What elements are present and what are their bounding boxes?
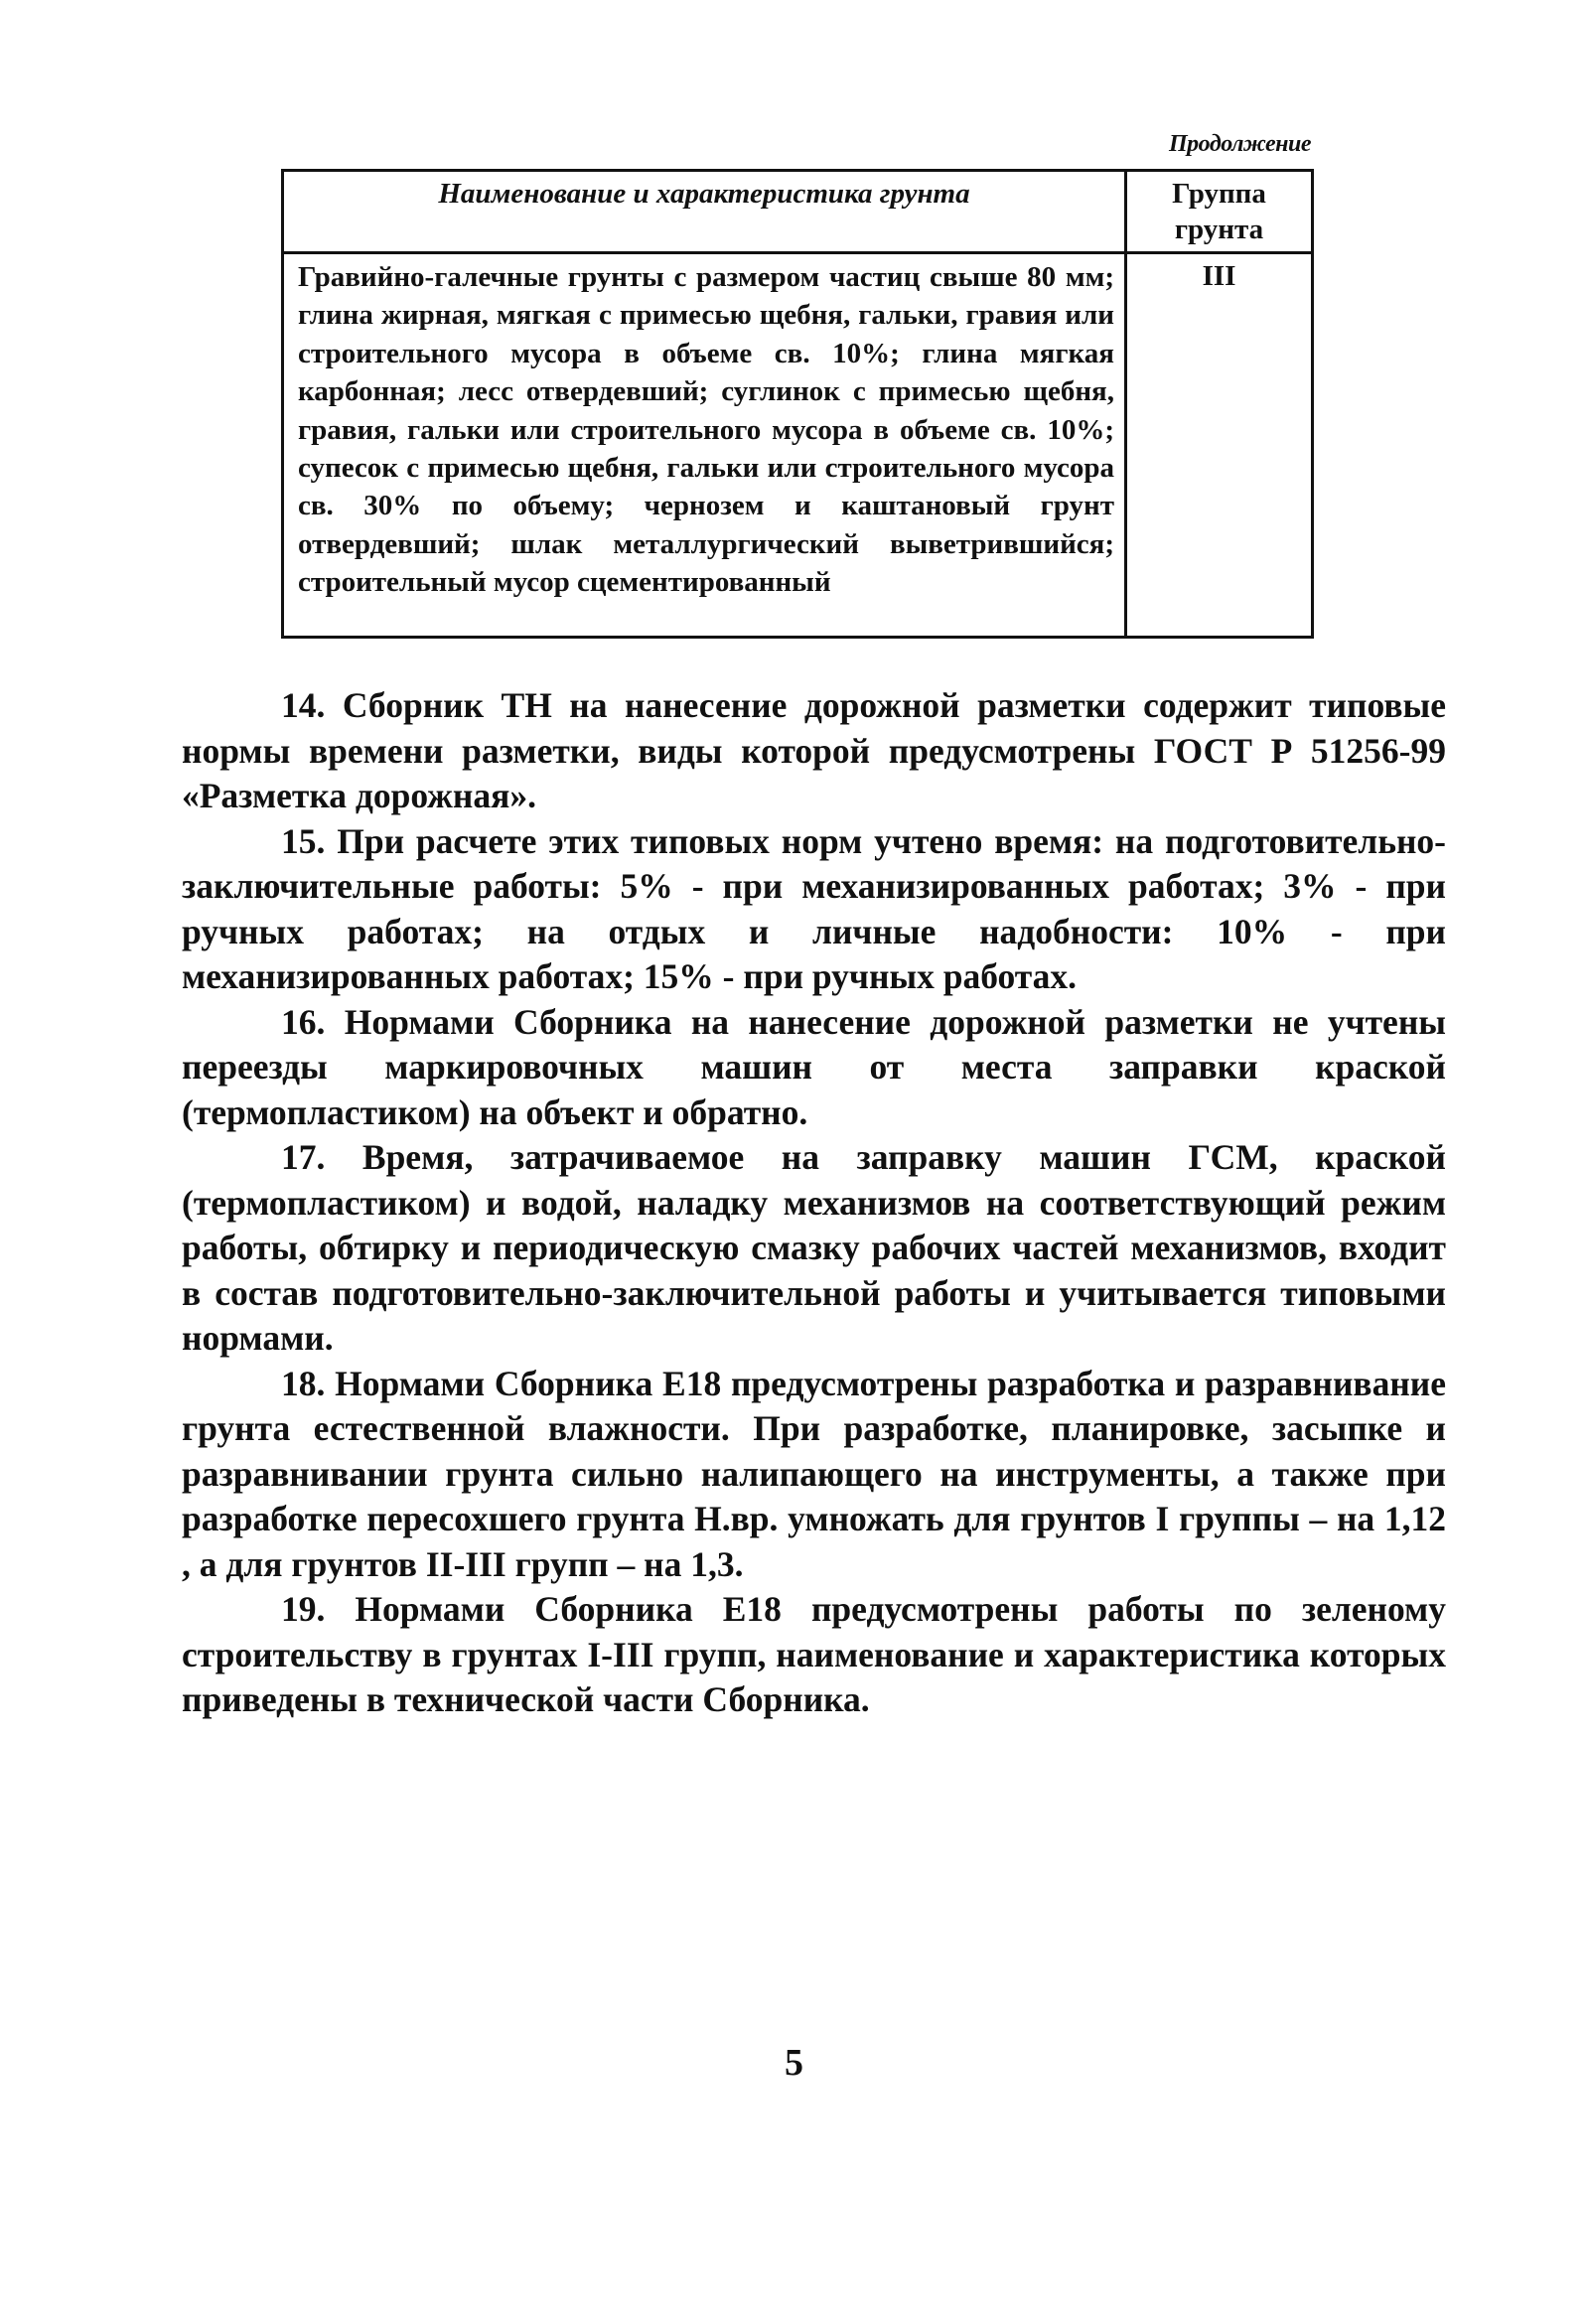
soil-groups-table (281, 169, 1314, 639)
paragraph-19: 19. Нормами Сборника Е18 предусмотрены работы по зеленому строительству в грунтах I-III групп, наименование и характеристика которых приведены в технической части Сборника. (182, 1589, 1446, 1719)
paragraph-16: 16. Нормами Сборника на нанесение дорожной разметки не учтены переезды маркировочных машин от места заправки краской (термопластиком) на объект и обратно. (182, 1001, 1446, 1132)
header-soil-group: Группа грунта (1126, 171, 1313, 253)
body-text (182, 683, 1446, 1723)
paragraph-17: 17. Время, затрачиваемое на заправку машин ГСМ, краской (термопластиком) и водой, наладку механизмов на соответствующий режим работы, обтирку и периодическую смазку рабочих частей механизмов, входит в состав подготовительно-заключительной работы и учитывается типовыми нормами. (182, 1137, 1446, 1358)
page-number: 5 (785, 2042, 803, 2084)
soil-group-cell: III (1126, 253, 1313, 638)
paragraph-15: 15. При расчете этих типовых норм учтено время: на подготовительно-заключительные работы: 5% - при механизированных работах; 3% - при ручных работах; на отдых и личные надобности: 10% - при механизированных работах; 15% - при ручных работах. (182, 820, 1446, 996)
paragraph-18: 18. Нормами Сборника Е18 предусмотрены разработка и разравнивание грунта естественной влажности. При разработке, планировке, засыпке и разравнивании грунта сильно налипающего на инструменты, а также при разработке пересохшего грунта Н.вр. умножать для грунтов I группы – на 1,12 , а для грунтов II-III групп – на 1,3. (182, 1363, 1446, 1584)
header-soil-name: Наименование и характеристика грунта (283, 171, 1126, 253)
paragraph-14: 14. Сборник ТН на нанесение дорожной разметки содержит типовые нормы времени разметки, виды которой предусмотрены ГОСТ Р 51256-99 «Разметка дорожная». (182, 685, 1446, 815)
table-header-row (283, 171, 1313, 253)
continuation-label: Продолжение (1169, 131, 1311, 157)
table-row (283, 253, 1313, 638)
soil-description-cell: Гравийно-галечные грунты с размером частиц свыше 80 мм; глина жирная, мягкая с примесью щебня, гальки, гравия или строительного мусора в объеме св. 10%; глина мягкая карбонная; лесс отвердевший; суглинок с примесью щебня, гравия, гальки или строительного мусора в объеме св. 10%; супесок с примесью щебня, гальки или строительного мусора св. 30% по объему; чернозем и каштановый грунт отвердевший; шлак металлургический выветрившийся; строительный мусор сцементированный (283, 253, 1126, 638)
